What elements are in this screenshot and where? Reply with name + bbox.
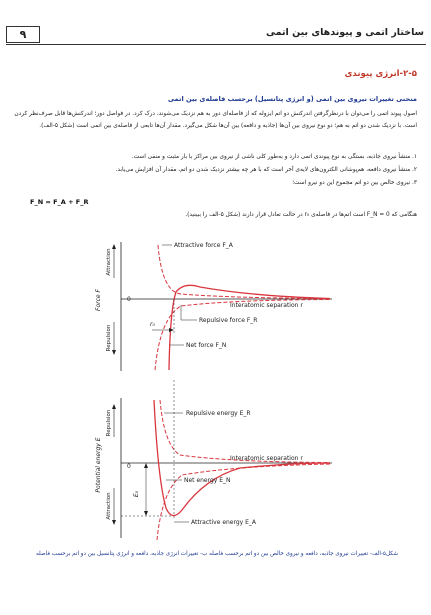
r0-label: r₀	[150, 321, 155, 328]
force-x-axis-label: Interatomic separation r	[230, 302, 303, 309]
subsection-title: منحنی تغییرات نیروی بین اتمی (و انرژی پتانسیل) برحسب فاصله‌ی بین اتمی	[167, 95, 417, 103]
net-energy-label: Net energy E_N	[184, 477, 231, 484]
chapter-title: ساختار اتمی و پیوندهای بین اتمی	[265, 27, 424, 38]
figure-caption: شکل۵-الف- تغییرات نیروی جاذبه، دافعه و نیروی خالص بین دو اتم برحسب فاصله ب- تغییرات انرژی جاذبه، دافعه و انرژی پتانسیل بین دو اتم برحسب فاصله	[36, 551, 398, 557]
energy-attraction-label: Attraction	[106, 492, 112, 520]
net-force-curve	[169, 285, 330, 370]
equilibrium-paragraph: هنگامی که F_N = 0 است اتم‌ها در فاصله‌ی r₀ در حالت تعادل قرار دارند (شکل ۵-الف را ببینید).	[185, 212, 417, 218]
force-plot	[95, 242, 332, 371]
force-repulsion-label: Repulsion	[106, 324, 112, 352]
force-zero-label: 0	[127, 296, 131, 303]
e0-label: E₀	[133, 490, 140, 498]
energy-plot	[95, 380, 332, 540]
repulsive-energy-label: Repulsive energy E_R	[186, 410, 251, 417]
force-y-axis-label: Force F	[95, 289, 102, 311]
intro-paragraph: اصول پیوند اتمی را می‌توان با درنظرگرفتن اندرکنش دو اتم ایزوله که از فاصله‌ای دور به هم نزدیک می‌شوند، درک کرد. در فواصل دور؛ اندرکنش‌ها قابل صرف‌نظر کردن است. با نزدیک شدن دو اتم به هم؛ دو نوع نیروی بین آن‌ها (جاذبه و دافعه) بین آن‌ها شکل می‌گیرد. مقدار آن‌ها تابعی از فاصله‌ی بین اتمی است (شکل ۵-الف).	[14, 111, 417, 129]
list-item-attractive: ۱. منشأ نیروی جاذبه، بستگی به نوع پیوندی اتمی دارد و به‌طور کلی ناشی از نیروی بین مراکز با بار مثبت و منفی است.	[131, 154, 417, 160]
net-force-formula: F_N = F_A + F_R	[30, 198, 89, 206]
attractive-force-curve	[158, 245, 330, 299]
energy-zero-label: 0	[127, 463, 131, 470]
attractive-force-label: Attractive force F_A	[174, 242, 233, 249]
list-item-net: ۳. نیروی خالص بین دو اتم مجموع این دو نیرو است؛	[292, 180, 417, 186]
net-force-label: Net force F_N	[186, 342, 227, 349]
energy-repulsion-label: Repulsion	[106, 409, 112, 437]
energy-y-axis-label: Potential energy E	[95, 437, 102, 493]
force-attraction-label: Attraction	[106, 248, 112, 276]
energy-x-axis-label: Interatomic separation r	[230, 455, 303, 462]
attractive-energy-label: Attractive energy E_A	[191, 519, 257, 526]
page-number: ۹	[6, 26, 40, 43]
attractive-energy-curve	[157, 464, 330, 540]
list-item-repulsive: ۲. منشأ نیروی دافعه، هم‌پوشانی الکترون‌های لایه‌ی آخر است که با هر چه بیشتر نزدیک شدن دو اتم، مقدار آن افزایش می‌یابد.	[115, 167, 417, 173]
repulsive-force-label: Repulsive force F_R	[199, 317, 258, 324]
section-title: ۲-۵-انرژی پیوندی	[344, 69, 417, 79]
